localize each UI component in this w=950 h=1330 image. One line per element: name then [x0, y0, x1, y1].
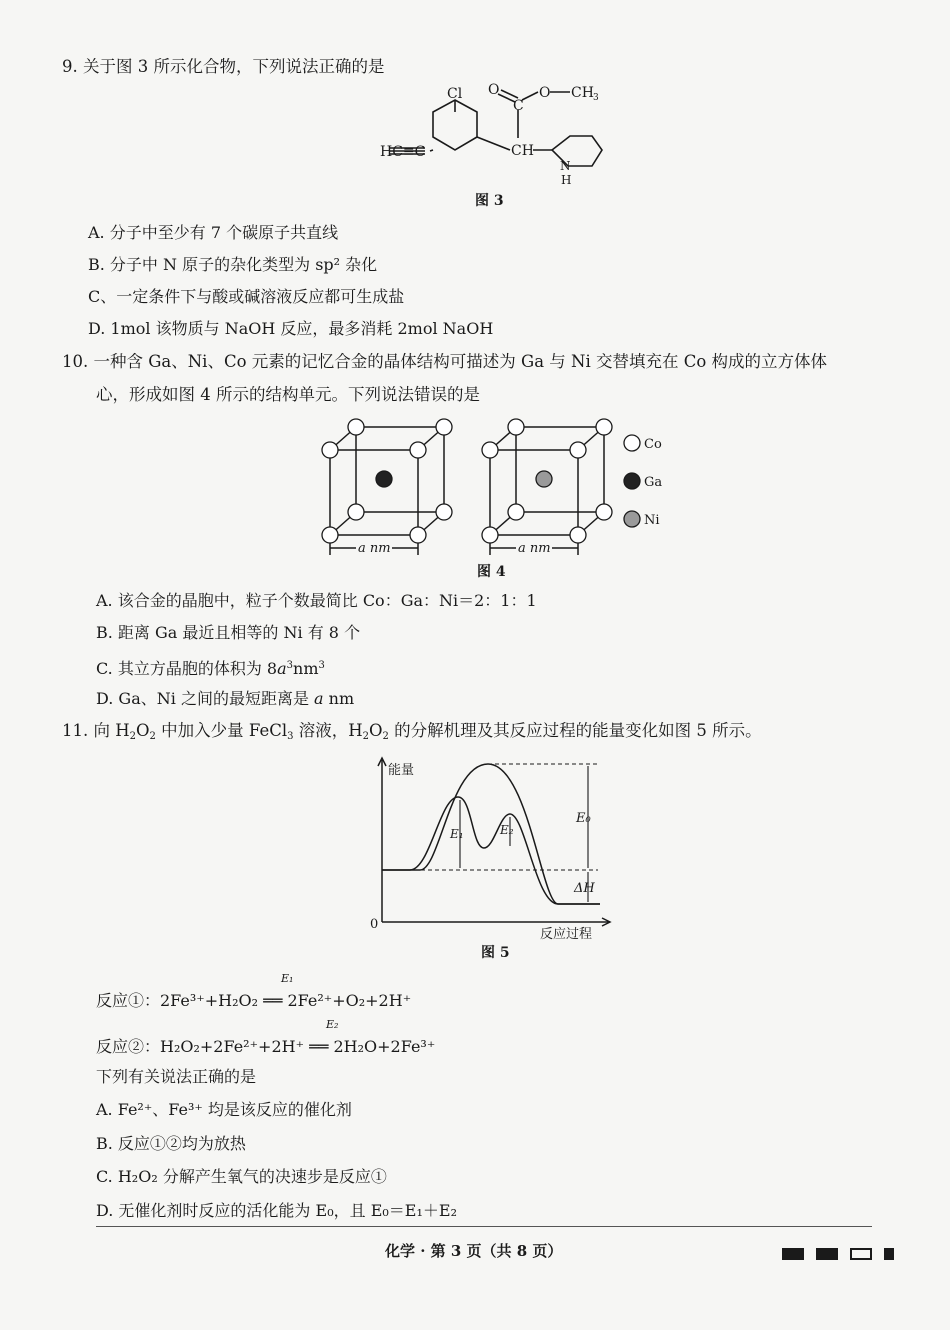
figure3-caption: 图 3 — [475, 193, 504, 209]
carbonyl-c-label: C — [513, 98, 524, 114]
origin-label: 0 — [370, 917, 379, 932]
ga-atom — [376, 471, 392, 487]
q9-molecule-figure — [370, 80, 630, 190]
q9-option-c: C、一定条件下与酸或碱溶液反应都可生成盐 — [88, 287, 405, 306]
q9-option-d: D. 1mol 该物质与 NaOH 反应，最多消耗 2mol NaOH — [88, 319, 494, 338]
q11-stem: 11. 向 $H_2O_2$ 中加入少量 FeCl$_3$ 溶液，$H_2O_2$ 的分解机理及其反应过程的能量变化如图 5 所示。 — [62, 721, 762, 742]
dim-label-2: a nm — [518, 541, 551, 556]
methyl-label: CH — [571, 85, 594, 101]
ester-o-label: O — [539, 85, 551, 101]
legend-ni-swatch — [624, 511, 640, 527]
reaction2-condition: E₂ — [326, 1018, 339, 1031]
n-label: N — [560, 159, 571, 173]
h-label: H — [561, 173, 572, 187]
e1-label: E₁ — [450, 827, 464, 841]
reaction1: 反应①：2Fe³⁺+H₂O₂ ══ 2Fe²⁺+O₂+2H⁺ E₁ — [96, 972, 412, 1010]
q11-ask: 下列有关说法正确的是 — [96, 1067, 257, 1086]
q10-option-b: B. 距离 Ga 最近且相等的 Ni 有 8 个 — [96, 623, 361, 642]
methyl-sub-label: 3 — [593, 93, 599, 103]
ni-atom — [536, 471, 552, 487]
y-axis-label: 能量 — [388, 763, 415, 778]
q11-option-b: B. 反应①②均为放热 — [96, 1134, 246, 1153]
q11-option-a: A. Fe²⁺、Fe³⁺ 均是该反应的催化剂 — [96, 1100, 352, 1119]
q10-option-d: D. Ga、Ni 之间的最短距离是 a nm — [96, 689, 355, 708]
q9-option-b: B. 分子中 N 原子的杂化类型为 sp² 杂化 — [88, 255, 378, 274]
page-rule — [96, 1226, 872, 1227]
q10-stem-line2: 心，形成如图 4 所示的结构单元。下列说法错误的是 — [96, 385, 480, 404]
legend-ni-label: Ni — [644, 513, 660, 528]
reaction2: 反应②：H₂O₂+2Fe²⁺+2H⁺ ══ 2H₂O+2Fe³⁺ E₂ — [96, 1018, 436, 1056]
x-axis-label: 反应过程 — [540, 927, 593, 942]
legend-co-label: Co — [644, 437, 662, 452]
e2-label: E₂ — [500, 823, 514, 837]
figure4-caption: 图 4 — [477, 564, 506, 580]
legend-ga-swatch — [624, 473, 640, 489]
cl-label: Cl — [447, 86, 463, 102]
alkyne-label: HC≡C — [380, 144, 426, 160]
scan-marks — [770, 1243, 894, 1262]
q11-option-d: D. 无催化剂时反应的活化能为 E₀，且 E₀＝E₁＋E₂ — [96, 1201, 457, 1220]
legend-ga-label: Ga — [644, 475, 663, 490]
q10-stem-line1: 10. 一种含 Ga、Ni、Co 元素的记忆合金的晶体结构可描述为 Ga 与 Ni 交替填充在 Co 构成的立方体体 — [62, 352, 828, 371]
q11-option-c: C. H₂O₂ 分解产生氧气的决速步是反应① — [96, 1167, 387, 1186]
dh-label: ΔH — [574, 881, 595, 896]
page-footer: 化学 · 第 3 页（共 8 页） — [385, 1242, 563, 1260]
ch-label: CH — [511, 143, 534, 159]
e0-label: E₀ — [576, 811, 591, 826]
legend-co-swatch — [624, 435, 640, 451]
reaction1-condition: E₁ — [281, 972, 294, 985]
figure5-caption: 图 5 — [481, 945, 510, 961]
q9-option-a: A. 分子中至少有 7 个碳原子共直线 — [88, 223, 339, 242]
dim-label-1: a nm — [358, 541, 391, 556]
carbonyl-o-label: O — [488, 82, 500, 98]
q10-option-a: A. 该合金的晶胞中，粒子个数最简比 Co：Ga：Ni＝2：1：1 — [96, 591, 537, 610]
figure5-energy-diagram — [360, 752, 630, 942]
q10-option-c: C. 其立方晶胞的体积为 $8a^3nm^3$ — [96, 659, 325, 678]
q9-stem: 9. 关于图 3 所示化合物，下列说法正确的是 — [62, 57, 385, 76]
figure4-crystal-cells — [300, 415, 690, 565]
